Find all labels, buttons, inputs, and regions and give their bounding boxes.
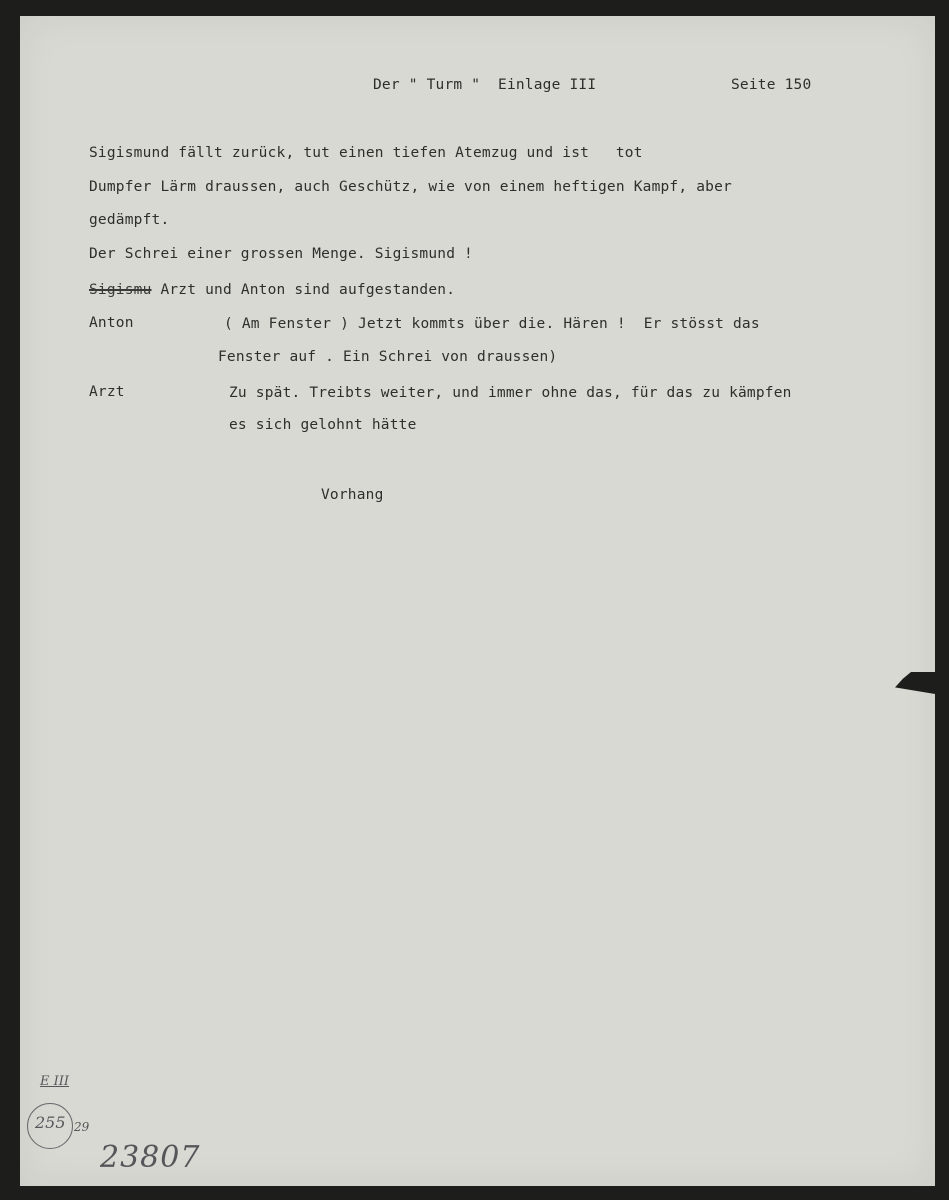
page-number: Seite 150 xyxy=(731,77,812,93)
speaker-arzt: Arzt xyxy=(89,384,125,400)
text-line-2: Dumpfer Lärm draussen, auch Geschütz, wie von einem heftigen Kampf, aber xyxy=(89,179,732,195)
text-line-5-rest: Arzt und Anton sind aufgestanden. xyxy=(151,282,456,298)
archive-number: 23807 xyxy=(100,1140,201,1175)
text-line-3: gedämpft. xyxy=(89,212,170,228)
arzt-line-2: es sich gelohnt hätte xyxy=(229,417,417,433)
speaker-anton: Anton xyxy=(89,315,134,331)
handwritten-sub-number: 29 xyxy=(74,1120,90,1134)
document-title: Der " Turm " Einlage III xyxy=(373,77,597,93)
text-line-5 xyxy=(89,282,455,298)
struck-word: Sigismu xyxy=(89,282,152,298)
closing-direction: Vorhang xyxy=(321,487,384,503)
anton-line-1: ( Am Fenster ) Jetzt kommts über die. Hären ! Er stösst das xyxy=(224,316,760,332)
handwritten-mark: E III xyxy=(40,1074,70,1089)
arzt-line-1: Zu spät. Treibts weiter, und immer ohne das, für das zu kämpfen xyxy=(229,385,792,401)
text-line-1: Sigismund fällt zurück, tut einen tiefen Atemzug und ist tot xyxy=(89,145,643,161)
text-line-4: Der Schrei einer grossen Menge. Sigismund ! xyxy=(89,246,473,262)
anton-line-2: Fenster auf . Ein Schrei von draussen) xyxy=(218,349,558,365)
circled-number: 255 xyxy=(35,1113,66,1132)
